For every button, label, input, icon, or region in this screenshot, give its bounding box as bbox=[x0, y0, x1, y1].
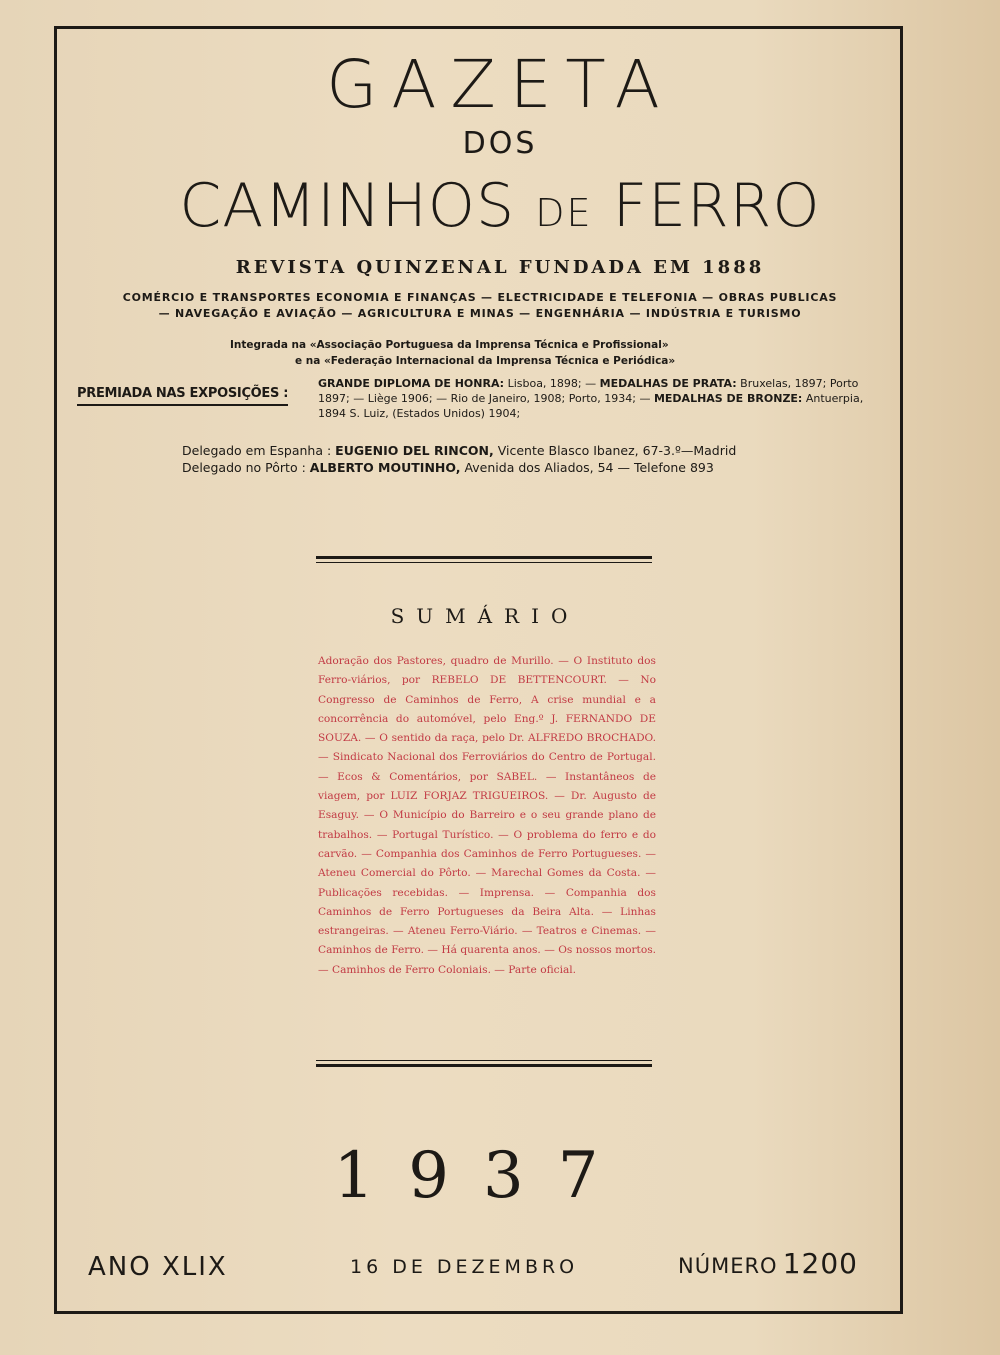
masthead-word-de: DE bbox=[535, 191, 593, 235]
sumario-top-rule-thin bbox=[316, 562, 652, 563]
topics-line-2: — NAVEGAÇÃO E AVIAÇÃO — AGRICULTURA E MINAS — ENGENHÁRIA — INDÚSTRIA E TURISMO bbox=[158, 307, 802, 320]
awards-bronze-label: MEDALHAS DE BRONZE: bbox=[653, 392, 803, 405]
integrada-line-2: e na «Federação Internacional da Imprensa Técnica e Periódica» bbox=[295, 355, 676, 367]
issue-date: 16 DE DEZEMBRO bbox=[350, 1256, 579, 1278]
awards-grand-text: Lisboa, 1898; — bbox=[507, 377, 597, 390]
delegates-block bbox=[182, 442, 822, 476]
delegate-porto-name: ALBERTO MOUTINHO, bbox=[309, 460, 461, 475]
awards-silver-text: Bruxelas, 1897; Porto 1897; — Liège 1906; — Rio de Janeiro, 1908; Porto, 1934; — bbox=[318, 377, 859, 405]
topics-list bbox=[0, 290, 960, 322]
delegate-spain-name: EUGENIO DEL RINCON, bbox=[335, 443, 494, 458]
sumario-bottom-rule bbox=[316, 1064, 652, 1067]
delegate-porto-address: Avenida dos Aliados, 54 — Telefone 893 bbox=[464, 460, 714, 475]
sumario-body: Adoração dos Pastores, quadro de Murillo. — O Instituto dos Ferro-viários, por REBELO DE BETTENCOURT. — No Congresso de Caminhos de Ferro, A crise mundial e a concorrência do automóvel, pelo Eng.º J. FERNANDO DE SOUZA. — O sentido da raça, pelo Dr. ALFREDO BROCHADO. — Sindicato Nacional dos Ferroviários do Centro de Portugal. — Ecos & Comentários, por SABEL. — Instantâneos de viagem, por LUIZ FORJAZ TRIGUEIROS. — Dr. Augusto de Esaguy. — O Município do Barreiro e o seu grande plano de trabalhos. — Portugal Turístico. — O problema do ferro e do carvão. — Companhia dos Caminhos de Ferro Portugueses. — Ateneu Comercial do Pôrto. — Marechal Gomes da Costa. — Publicações recebidas. — Imprensa. — Companhia dos Caminhos de Ferro Portugueses da Beira Alta. — Linhas estrangeiras. — Ateneu Ferro-Viário. — Teatros e Cinemas. — Caminhos de Ferro. — Há quarenta anos. — Os nossos mortos. — Caminhos de Ferro Coloniais. — Parte oficial. bbox=[318, 655, 656, 976]
masthead-word-caminhos: CAMINHOS bbox=[179, 171, 516, 241]
awards-grand-label: GRANDE DIPLOMA DE HONRA: bbox=[318, 377, 505, 390]
awards-silver-label: MEDALHAS DE PRATA: bbox=[599, 377, 737, 390]
awards-bronze-text: Antuerpia, 1894 S. Luiz, (Estados Unidos) 1904; bbox=[318, 392, 864, 420]
issue-number-label: NÚMERO bbox=[678, 1254, 778, 1278]
awards-label: PREMIADA NAS EXPOSIÇÕES : bbox=[77, 384, 288, 406]
sumario-title: SUMÁRIO bbox=[390, 604, 580, 628]
sumario-bottom-rule-thin bbox=[316, 1060, 652, 1061]
delegate-porto bbox=[182, 459, 822, 476]
delegate-spain bbox=[182, 442, 822, 459]
topics-line-1: COMÉRCIO E TRANSPORTES ECONOMIA E FINANÇAS — ELECTRICIDADE E TELEFONIA — OBRAS PUBLICAS bbox=[122, 291, 838, 304]
delegate-porto-label: Delegado no Pôrto : bbox=[182, 460, 306, 475]
masthead-title-dos: DOS bbox=[462, 126, 538, 161]
masthead-title: GAZETA bbox=[326, 46, 674, 123]
issue-year: 1937 bbox=[333, 1139, 633, 1213]
integrada-note bbox=[230, 337, 750, 369]
issue-ano: ANO XLIX bbox=[88, 1252, 228, 1282]
issue-number bbox=[678, 1246, 858, 1286]
sumario-top-rule bbox=[316, 556, 652, 559]
issue-number-value: 1200 bbox=[782, 1247, 858, 1280]
integrada-line-1: Integrada na «Associação Portuguesa da Imprensa Técnica e Profissional» bbox=[230, 339, 669, 351]
masthead-subtitle: REVISTA QUINZENAL FUNDADA EM 1888 bbox=[235, 257, 765, 278]
masthead-title-caminhos-de-ferro bbox=[0, 168, 1000, 251]
delegate-spain-label: Delegado em Espanha : bbox=[182, 443, 332, 458]
masthead-word-ferro: FERRO bbox=[612, 171, 821, 241]
delegate-spain-address: Vicente Blasco Ibanez, 67-3.º—Madrid bbox=[497, 443, 737, 458]
awards-text bbox=[318, 376, 888, 421]
